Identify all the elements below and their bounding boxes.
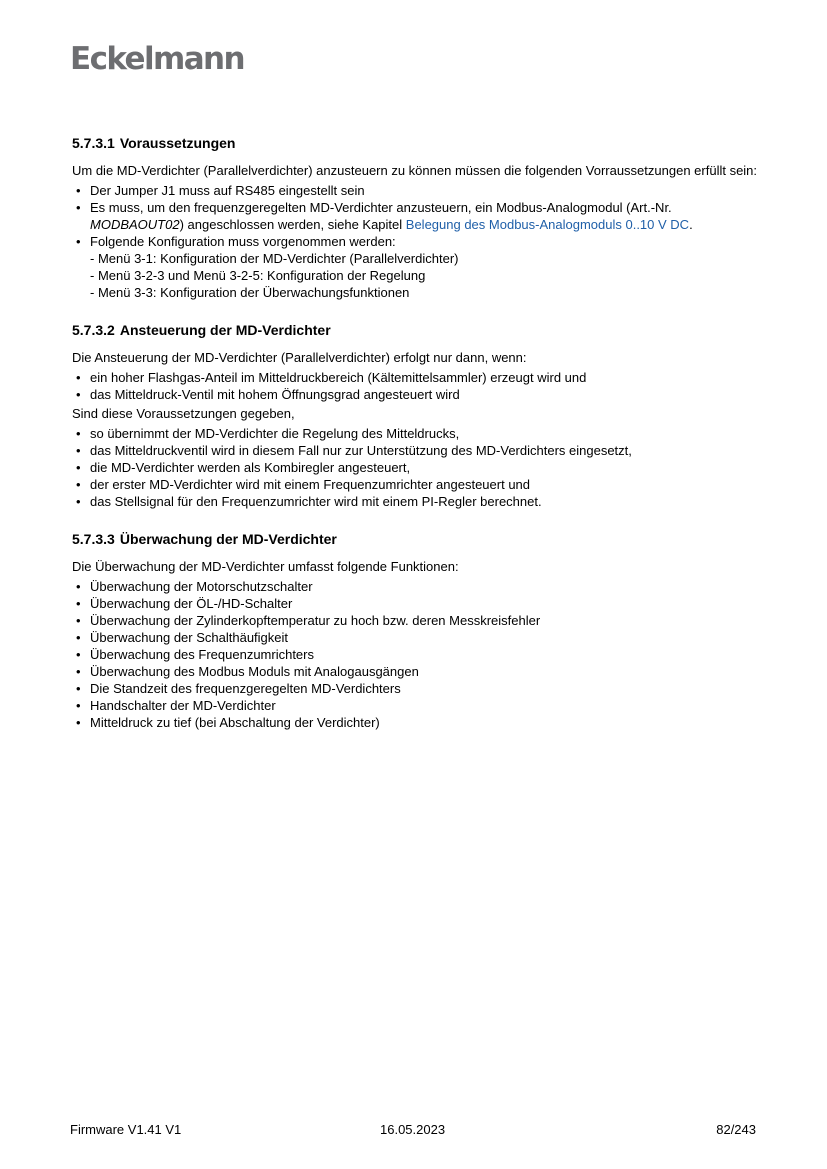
article-number: MODBAOUT02 xyxy=(90,217,180,232)
section-title: Überwachung der MD-Verdichter xyxy=(119,531,337,547)
section-ansteuerung xyxy=(72,322,762,510)
bullet-list xyxy=(72,369,762,403)
document-content xyxy=(72,135,762,752)
section-intro: Die Überwachung der MD-Verdichter umfasst folgende Funktionen: xyxy=(72,559,459,574)
list-item: • die MD-Verdichter werden als Kombiregler angesteuert, xyxy=(72,459,762,476)
list-item xyxy=(72,233,762,301)
list-item: • das Mitteldruckventil wird in diesem Fall nur zur Unterstützung des MD-Verdichters eingesetzt, xyxy=(72,442,762,459)
section-heading xyxy=(72,322,762,339)
list-item: • Überwachung des Frequenzumrichters xyxy=(72,646,762,663)
sub-item: - Menü 3-1: Konfiguration der MD-Verdichter (Parallelverdichter) xyxy=(90,251,459,266)
firmware-version: Firmware V1.41 V1 xyxy=(70,1122,182,1137)
section-ueberwachung xyxy=(72,531,762,731)
list-item-text: Es muss, um den frequenzgeregelten MD-Verdichter anzusteuern, ein Modbus-Analogmodul (Art.-Nr. xyxy=(90,200,672,215)
chapter-link[interactable]: Belegung des Modbus-Analogmoduls 0..10 V DC xyxy=(405,217,690,232)
list-item: • das Mitteldruck-Ventil mit hohem Öffnungsgrad angesteuert wird xyxy=(72,386,762,403)
page-number: 82/243 xyxy=(716,1122,756,1137)
list-item: • ein hoher Flashgas-Anteil im Mitteldruckbereich (Kältemittelsammler) erzeugt wird und xyxy=(72,369,762,386)
list-item: • Die Standzeit des frequenzgeregelten MD-Verdichters xyxy=(72,680,762,697)
section-text: Sind diese Voraussetzungen gegeben, xyxy=(72,406,295,421)
list-item: • Der Jumper J1 muss auf RS485 eingestellt sein xyxy=(72,182,762,199)
list-item-text: ) angeschlossen werden, siehe Kapitel xyxy=(179,217,406,232)
company-logo: Eckelmann xyxy=(70,41,244,77)
section-title: Voraussetzungen xyxy=(119,135,236,151)
list-item: • der erster MD-Verdichter wird mit einem Frequenzumrichter angesteuert und xyxy=(72,476,762,493)
list-item xyxy=(72,199,762,233)
section-intro: Um die MD-Verdichter (Parallelverdichter) anzusteuern zu können müssen die folgenden Vorraussetzungen erfüllt sein: xyxy=(72,163,758,178)
section-number: 5.7.3.3 xyxy=(72,531,115,547)
section-number: 5.7.3.1 xyxy=(72,135,115,151)
list-item: • Überwachung des Modbus Moduls mit Analogausgängen xyxy=(72,663,762,680)
section-heading xyxy=(72,135,762,152)
sub-item: - Menü 3-2-3 und Menü 3-2-5: Konfiguration der Regelung xyxy=(90,268,426,283)
section-voraussetzungen xyxy=(72,135,762,301)
bullet-list xyxy=(72,578,762,731)
document-date: 16.05.2023 xyxy=(380,1122,446,1137)
list-item: • Überwachung der Schalthäufigkeit xyxy=(72,629,762,646)
list-item: • so übernimmt der MD-Verdichter die Regelung des Mitteldrucks, xyxy=(72,425,762,442)
list-item: • Überwachung der Motorschutzschalter xyxy=(72,578,762,595)
bullet-list xyxy=(72,425,762,510)
bullet-list xyxy=(72,182,762,301)
list-item: • Handschalter der MD-Verdichter xyxy=(72,697,762,714)
list-item: • das Stellsignal für den Frequenzumrichter wird mit einem PI-Regler berechnet. xyxy=(72,493,762,510)
page-footer xyxy=(70,1121,756,1139)
sub-item: - Menü 3-3: Konfiguration der Überwachungsfunktionen xyxy=(90,285,410,300)
section-number: 5.7.3.2 xyxy=(72,322,115,338)
list-item: • Überwachung der Zylinderkopftemperatur zu hoch bzw. deren Messkreisfehler xyxy=(72,612,762,629)
list-item: • Überwachung der ÖL-/HD-Schalter xyxy=(72,595,762,612)
section-intro: Die Ansteuerung der MD-Verdichter (Parallelverdichter) erfolgt nur dann, wenn: xyxy=(72,350,527,365)
list-item: • Mitteldruck zu tief (bei Abschaltung der Verdichter) xyxy=(72,714,762,731)
list-item-text: Folgende Konfiguration muss vorgenommen werden: xyxy=(90,234,396,249)
section-title: Ansteuerung der MD-Verdichter xyxy=(119,322,331,338)
list-item-text: . xyxy=(689,217,693,232)
section-heading xyxy=(72,531,762,548)
